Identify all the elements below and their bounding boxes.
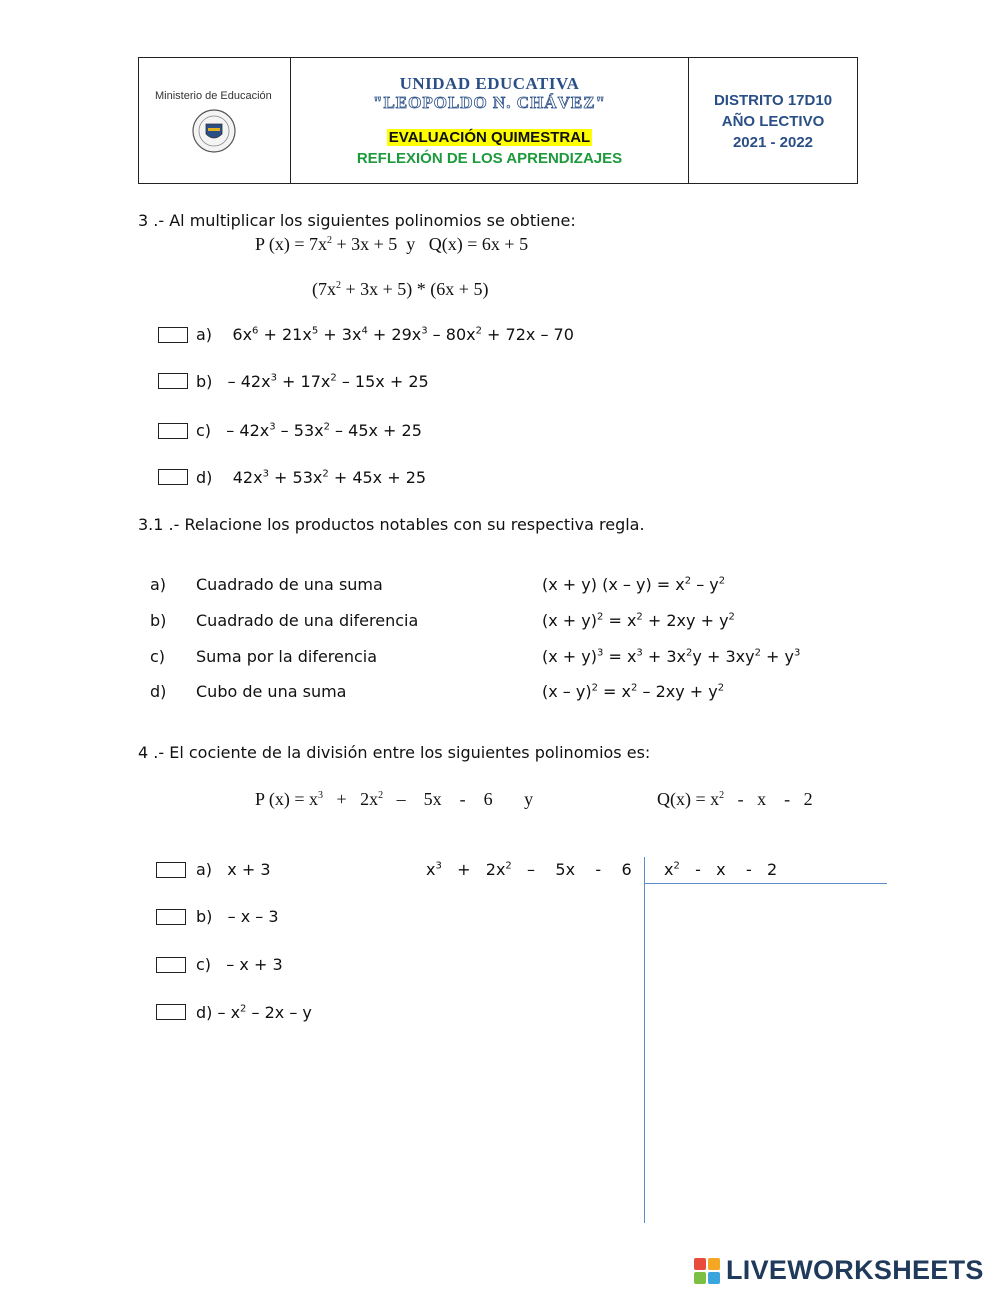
q31-row-c-name: Suma por la diferencia <box>196 647 378 666</box>
q4-option-d-checkbox[interactable] <box>156 1004 186 1020</box>
q31-rule-2: $(x + y)^2 = x^2 + 2xy + y^2$ <box>542 611 735 630</box>
q3-option-a[interactable]: a) $6x^6 + 21x^5 + 3x^4 + 29x^3 - 80x^2 + 72x - 70$ <box>196 325 574 344</box>
q4-option-a[interactable]: a) x + 3 <box>196 860 271 879</box>
division-divisor: $x^2$ - x - 2 <box>664 860 778 879</box>
q3-option-a-checkbox[interactable] <box>158 327 188 343</box>
q31-row-d-name: Cubo de una suma <box>196 682 347 701</box>
header-title-cell <box>291 58 689 183</box>
question-3-1-prompt: 3.1 .- Relacione los productos notables con su respectiva regla. <box>138 515 645 534</box>
q31-rule-1: (x + y) $(x - y) = x^2 - y^2$ <box>542 575 726 594</box>
q31-rule-4: $(x - y)^2 = x^2 - 2xy + y^2$ <box>542 682 725 701</box>
question-4-divisor: $Q(x) = x^2 - x$ - 2 <box>657 789 813 809</box>
question-3-product: $(7x^2 + 3x + 5) * (6x + 5)$ <box>312 279 489 299</box>
evaluation-title <box>291 129 688 146</box>
q4-option-b-checkbox[interactable] <box>156 909 186 925</box>
q4-option-b[interactable]: b) – x – 3 <box>196 907 279 926</box>
liveworksheets-brand: LIVEWORKSHEETS <box>726 1255 984 1285</box>
school-year-label: AÑO LECTIVO <box>721 113 825 130</box>
reflection-title: REFLEXIÓN DE LOS APRENDIZAJES <box>356 150 623 167</box>
q3-option-d-letter: d) <box>196 468 213 487</box>
q3-option-b-checkbox[interactable] <box>158 373 188 389</box>
q31-row-d-letter: d) <box>150 682 167 701</box>
evaluation-title-text: EVALUACIÓN QUIMESTRAL <box>388 129 591 146</box>
q4-option-c-checkbox[interactable] <box>156 957 186 973</box>
question-3-polynomials: P $(x) = 7x^2 + 3x + 5$ y Q(x) = 6x + 5 <box>255 234 529 254</box>
school-year: 2021 - 2022 <box>732 134 814 151</box>
q4-option-a-checkbox[interactable] <box>156 862 186 878</box>
q31-rule-3: $(x + y)^3 = x^3 + 3x^2y + 3xy^2 + y^3$ <box>542 647 801 666</box>
liveworksheets-logo-icon <box>694 1258 722 1286</box>
q31-row-c-letter: c) <box>150 647 166 666</box>
q4-option-c-letter: c) <box>196 955 212 974</box>
q3-option-c-letter: c) <box>196 421 212 440</box>
ministry-label: Ministerio de Educación <box>155 90 272 102</box>
header-district-cell <box>689 58 857 183</box>
division-dividend: $x^3 + 2x^2$ – 5x - 6 <box>426 860 632 879</box>
q4-option-d-letter: d) <box>196 1003 213 1022</box>
q3-option-c-checkbox[interactable] <box>158 423 188 439</box>
division-horizontal-line <box>644 883 887 884</box>
school-seal-icon <box>191 108 237 154</box>
q31-row-b-letter: b) <box>150 611 167 630</box>
question-4-prompt: 4 .- El cociente de la división entre los siguientes polinomios es: <box>138 743 651 762</box>
header-logo-cell <box>139 58 291 183</box>
q3-option-c[interactable]: $c) - 42x^3 - 53x^2 - 45x + 25$ <box>196 421 422 440</box>
division-vertical-line <box>644 857 645 1223</box>
q31-row-a-name: Cuadrado de una suma <box>196 575 383 594</box>
q31-row-b-name: Cuadrado de una diferencia <box>196 611 419 630</box>
q3-option-d[interactable]: d) $42x^3 + 53x^2 + 45x + 25$ <box>196 468 427 487</box>
school-name-line1: UNIDAD EDUCATIVA <box>399 74 580 93</box>
question-3-prompt: 3 .- Al multiplicar los siguientes polinomios se obtiene: <box>138 211 576 230</box>
q4-option-d[interactable]: $d) - x^2 - 2x$ – y <box>196 1003 312 1022</box>
question-4-dividend: P $(x) = x^3 + 2x^2$ – 5x - 6 y <box>255 789 534 809</box>
header-table <box>138 57 858 184</box>
liveworksheets-logo <box>694 1255 992 1289</box>
q4-option-a-letter: a) <box>196 860 213 879</box>
q4-option-b-letter: b) <box>196 907 213 926</box>
q3-option-b[interactable]: $b) - 42x^3 + 17x^2 - 15x + 25$ <box>196 372 429 391</box>
q3-option-b-letter: b) <box>196 372 213 391</box>
q3-option-a-letter: a) <box>196 325 213 344</box>
q31-row-a-letter: a) <box>150 575 167 594</box>
district-label: DISTRITO 17D10 <box>713 92 833 109</box>
q4-option-c[interactable]: c) – x + 3 <box>196 955 283 974</box>
q3-option-d-checkbox[interactable] <box>158 469 188 485</box>
school-name-line2: "LEOPOLDO N. CHÁVEZ" <box>373 93 606 112</box>
